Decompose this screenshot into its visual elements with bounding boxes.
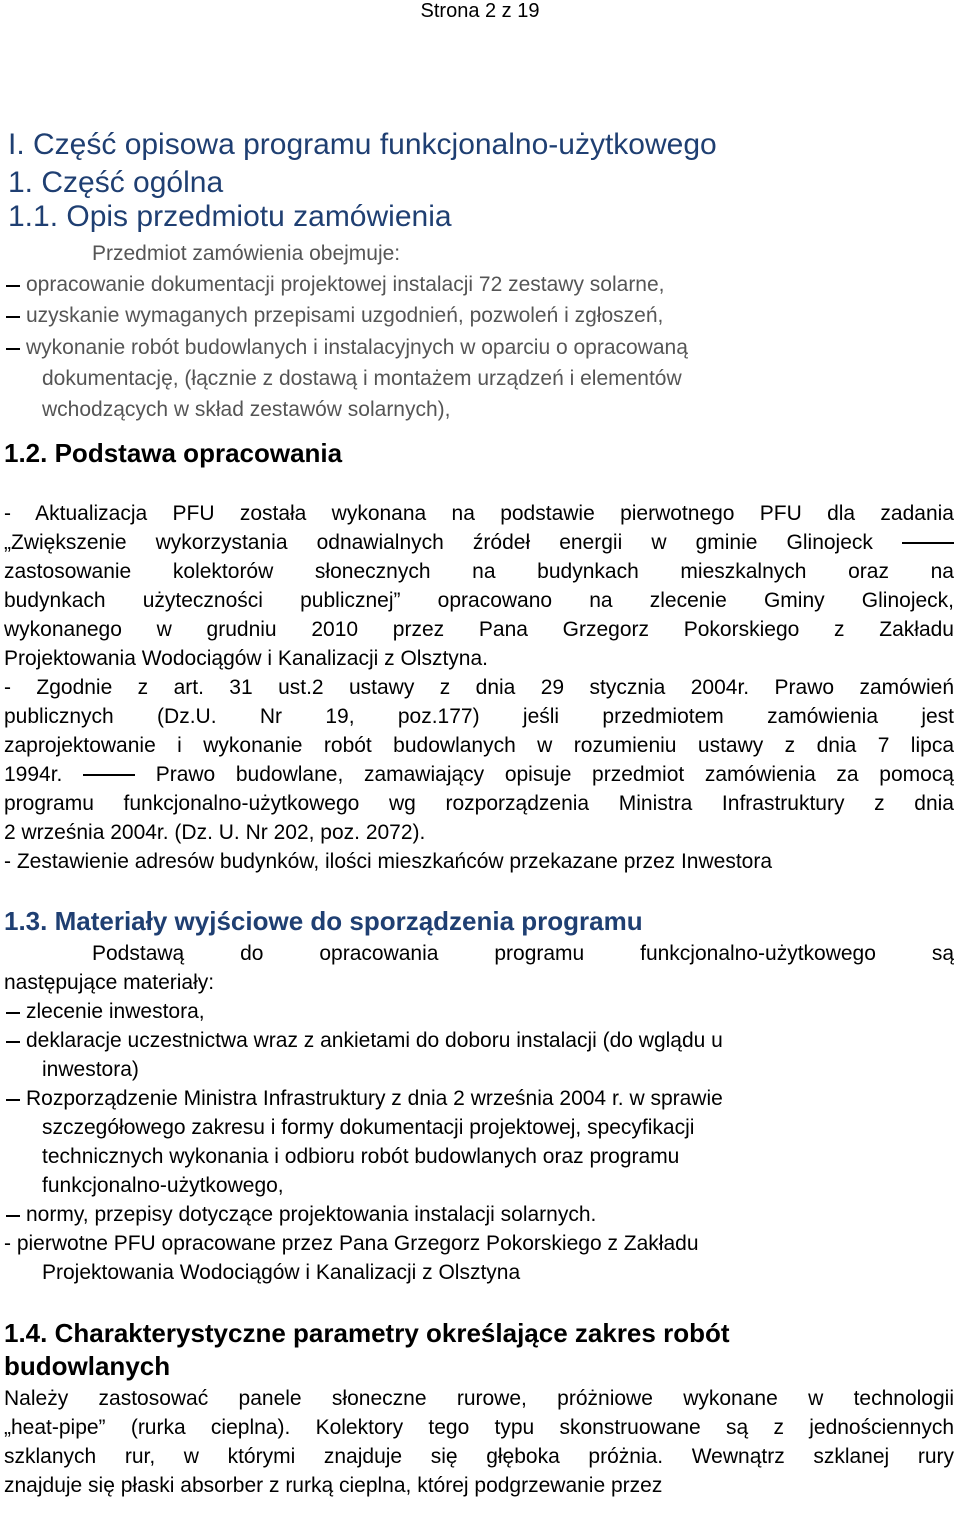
paragraph-line: zastosowanie kolektorów słonecznych na budynkach mieszkalnych oraz na <box>4 560 954 583</box>
paragraph-line: Podstawą do opracowania programu funkcjonalno-użytkowego są <box>92 942 954 965</box>
dash-bullet-icon <box>6 285 20 287</box>
dash-bullet-icon <box>6 1012 20 1014</box>
list-item: normy, przepisy dotyczące projektowania instalacji solarnych. <box>26 1203 597 1226</box>
paragraph-line: szklanych rur, w którymi znajduje się głęboka próżnia. Wewnątrz szklanej rury <box>4 1445 954 1468</box>
dash-icon <box>902 542 954 544</box>
paragraph-line: następujące materiały: <box>4 971 215 994</box>
dash-bullet-icon <box>6 1215 20 1217</box>
paragraph-line-text: 1994r. <box>4 763 63 786</box>
list-item: - pierwotne PFU opracowane przez Pana Grzegorz Pokorskiego z Zakładu <box>4 1232 699 1255</box>
paragraph-line <box>4 528 954 557</box>
list-item-continuation: Projektowania Wodociągów i Kanalizacji z Olsztyna <box>42 1261 521 1284</box>
list-item-continuation: technicznych wykonania i odbioru robót budowlanych oraz programu <box>42 1145 680 1168</box>
section-1-3-title-text: 1.3. Materiały wyjściowe do sporządzenia programu <box>4 906 643 936</box>
list-item: opracowanie dokumentacji projektowej instalacji 72 zestawy solarne, <box>26 273 665 296</box>
list-item-continuation: inwestora) <box>42 1058 139 1081</box>
paragraph-line-text: Prawo budowlane, zamawiający opisuje przedmiot zamówienia za pomocą <box>155 763 954 786</box>
paragraph-line: - Zgodnie z art. 31 ust.2 ustawy z dnia 29 stycznia 2004r. Prawo zamówień <box>4 676 954 699</box>
paragraph-line: „heat-pipe” (rurka cieplna). Kolektory tego typu skonstruowane są z jednościennych <box>4 1416 954 1439</box>
paragraph-line: Należy zastosować panele słoneczne rurowe, próżniowe wykonane w technologii <box>4 1387 954 1410</box>
list-item: Rozporządzenie Ministra Infrastruktury z dnia 2 września 2004 r. w sprawie <box>26 1087 723 1110</box>
section-1-4-title-continuation: budowlanych <box>4 1351 171 1381</box>
list-item: deklaracje uczestnictwa wraz z ankietami do doboru instalacji (do wglądu u <box>26 1029 723 1052</box>
paragraph-line: programu funkcjonalno-użytkowego wg rozporządzenia Ministra Infrastruktury z dnia <box>4 792 954 815</box>
dash-bullet-icon <box>6 316 20 318</box>
list-item: zlecenie inwestora, <box>26 1000 205 1023</box>
dash-bullet-icon <box>6 1099 20 1101</box>
paragraph-line: publicznych (Dz.U. Nr 19, poz.177) jeśli przedmiotem zamówienia jest <box>4 705 954 728</box>
list-item-continuation: dokumentację, (łącznie z dostawą i montażem urządzeń i elementów <box>42 367 682 390</box>
paragraph-line: Projektowania Wodociągów i Kanalizacji z Olsztyna. <box>4 647 489 670</box>
list-item-continuation: wchodzących w skład zestawów solarnych), <box>42 398 451 421</box>
paragraph-line: - Zestawienie adresów budynków, ilości mieszkańców przekazane przez Inwestora <box>4 850 773 873</box>
paragraph-line: - Aktualizacja PFU została wykonana na podstawie pierwotnego PFU dla zadania <box>4 502 954 525</box>
list-item: wykonanie robót budowlanych i instalacyjnych w oparciu o opracowaną <box>26 336 688 359</box>
paragraph-line: zaprojektowanie i wykonanie robót budowlanych w rozumieniu ustawy z dnia 7 lipca <box>4 734 954 757</box>
list-item-continuation: funkcjonalno-użytkowego, <box>42 1174 284 1197</box>
page-number: Strona 2 z 19 <box>420 0 540 22</box>
section-1-1-title: 1.1. Opis przedmiotu zamówienia <box>8 200 452 233</box>
paragraph-line <box>4 760 954 789</box>
paragraph-line: znajduje się płaski absorber z rurką cieplna, której podgrzewanie przez <box>4 1474 663 1497</box>
paragraph-line-text: „Zwiększenie wykorzystania odnawialnych źródeł energii w gminie Glinojeck <box>4 531 873 554</box>
section-1-2-title: 1.2. Podstawa opracowania <box>4 438 343 468</box>
section-1-1-intro: Przedmiot zamówienia obejmuje: <box>92 242 401 265</box>
dash-bullet-icon <box>6 348 20 350</box>
general-part-title: 1. Część ogólna <box>8 166 224 199</box>
paragraph-line: budynkach użyteczności publicznej” opracowano na zlecenie Gminy Glinojeck, <box>4 589 954 612</box>
list-item-continuation: szczegółowego zakresu i formy dokumentacji projektowej, specyfikacji <box>42 1116 695 1139</box>
section-1-3-title <box>4 906 643 936</box>
main-section-title: I. Część opisowa programu funkcjonalno-użytkowego <box>8 128 717 161</box>
dash-bullet-icon <box>6 1041 20 1043</box>
section-1-4-title: 1.4. Charakterystyczne parametry określające zakres robót <box>4 1318 730 1348</box>
paragraph-line: 2 września 2004r. (Dz. U. Nr 202, poz. 2072). <box>4 821 426 844</box>
paragraph-line: wykonanego w grudniu 2010 przez Pana Grzegorz Pokorskiego z Zakładu <box>4 618 954 641</box>
dash-icon <box>83 774 135 776</box>
list-item: uzyskanie wymaganych przepisami uzgodnień, pozwoleń i zgłoszeń, <box>26 304 664 327</box>
